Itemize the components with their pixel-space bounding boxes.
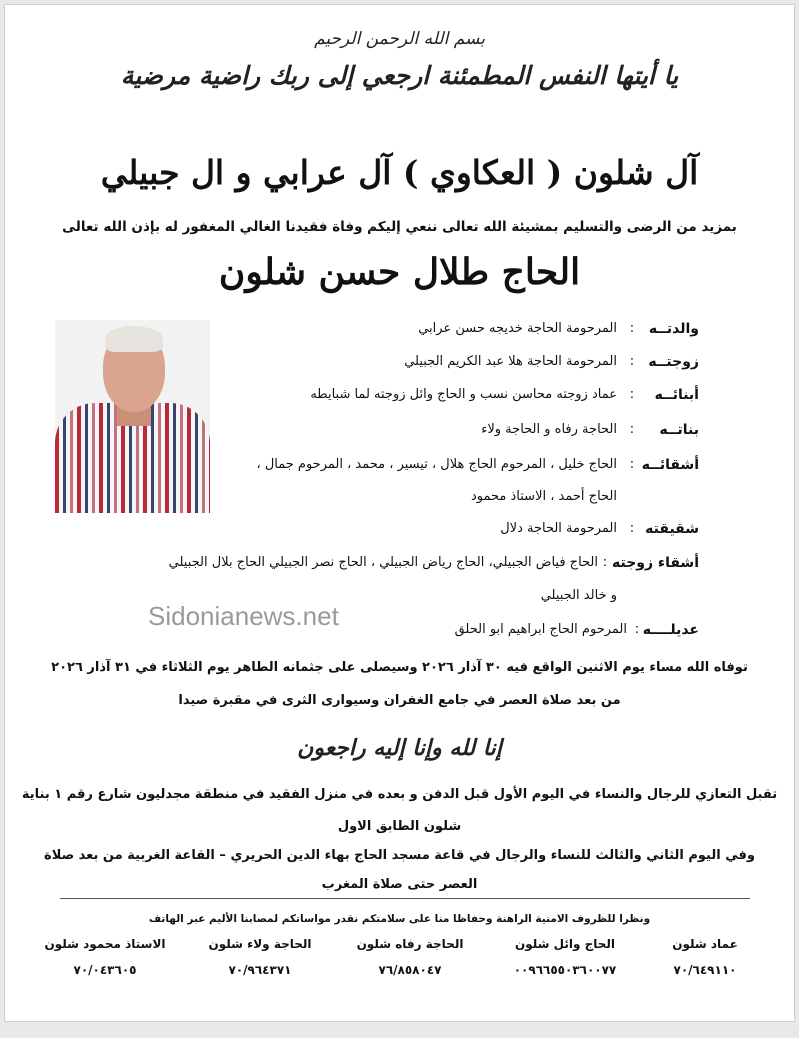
condolence-line-1: تقبل التعازي للرجال والنساء في اليوم الأول قبل الدفن و بعده في منزل الفقيد في منطقة مجدليون شارع رقم ١ بناية (21, 787, 778, 802)
condolence-line-4: العصر حتى صلاة المغرب (321, 877, 478, 892)
watermark: Sidonianews.net (148, 601, 339, 631)
intro-text: بمزيد من الرضى والتسليم بمشيئة الله تعالى ننعي إليكم وفاة فقيدنا الغالي المغفور له بإذن الله تعالى (62, 219, 737, 235)
relative-wife-brothers: أشقاء زوجته : الحاج فياض الجبيلي، الحاج رياض الجبيلي ، الحاج نصر الجبيلي الحاج بلال الجبيلي (168, 555, 699, 571)
divider (60, 898, 750, 899)
relative-brother-in-law: عديلــــه : المرحوم الحاج ابراهيم ابو الحلق (454, 622, 699, 638)
phone-notice: ونظرا للظروف الامنية الراهنة وحفاظا منا على سلامتكم نقدر مواساتكم لمصابنا الأليم عبر الهاتف (148, 913, 651, 925)
closing-verse-calligraphy: إنا لله وإنا إليه راجعون (297, 735, 502, 761)
contact-5: الاستاذ محمود شلون ٧٠/٠٤٣٦٠٥ (44, 937, 166, 977)
verse-calligraphy: يا أيتها النفس المطمئنة ارجعي إلى ربك راضية مرضية (120, 61, 679, 90)
relative-sister: شقيقته : المرحومة الحاجة دلال (500, 521, 699, 537)
condolence-line-2: شلون الطابق الاول (337, 819, 462, 834)
funeral-line-2: من بعد صلاة العصر في جامع الغفران وسيوارى الثرى في مقبرة صيدا (178, 693, 621, 708)
contact-3: الحاجة رفاه شلون ٧٦/٨٥٨٠٤٧ (356, 937, 464, 977)
contact-4: الحاجة ولاء شلون ٧٠/٩٦٤٣٧١ (208, 937, 312, 977)
relative-brothers-cont: الحاج أحمد ، الاستاذ محمود (471, 489, 617, 504)
relative-daughters: بناتــه : الحاجة رفاه و الحاجة ولاء (481, 422, 699, 438)
basmala-calligraphy: بسم الله الرحمن الرحيم (314, 29, 485, 49)
obituary-page (4, 4, 795, 1022)
contact-2: الحاج وائل شلون ٠٠٩٦٦٥٥٠٣٦٠٠٧٧ (513, 937, 617, 977)
relative-brothers: أشقائــه : الحاج خليل ، المرحوم الحاج هلال ، تيسير ، محمد ، المرحوم جمال ، (256, 457, 699, 473)
condolence-line-3: وفي اليوم الثاني والثالث للنساء والرجال في قاعة مسجد الحاج بهاء الدين الحريري – القاعة الغربية من بعد صلاة (44, 848, 755, 863)
deceased-name: الحاج طلال حسن شلون (218, 251, 581, 293)
relative-sons: أبنائــه : عماد زوجته محاسن نسب و الحاج وائل زوجته لما شبايطه (310, 387, 699, 403)
deceased-photo (55, 320, 210, 513)
families-heading: آل شلون ( العكاوي ) آل عرابي و ال جبيلي (100, 153, 699, 192)
relative-wife-brothers-cont: و خالد الجبيلي (540, 588, 617, 603)
funeral-line-1: توفاه الله مساء يوم الاثنين الواقع فيه ٣٠ آذار ٢٠٢٦ وسيصلى على جثمانه الطاهر يوم الثلاثاء في ٣١ آذار ٢٠٢٦ (51, 660, 748, 675)
relative-mother: والدتــه : المرحومة الحاجة خديجه حسن عرابي (418, 321, 699, 337)
contact-1: عماد شلون ٧٠/٦٤٩١١٠ (672, 937, 738, 977)
relative-wife: زوجتــه : المرحومة الحاجة هلا عبد الكريم الجبيلي (404, 354, 699, 370)
